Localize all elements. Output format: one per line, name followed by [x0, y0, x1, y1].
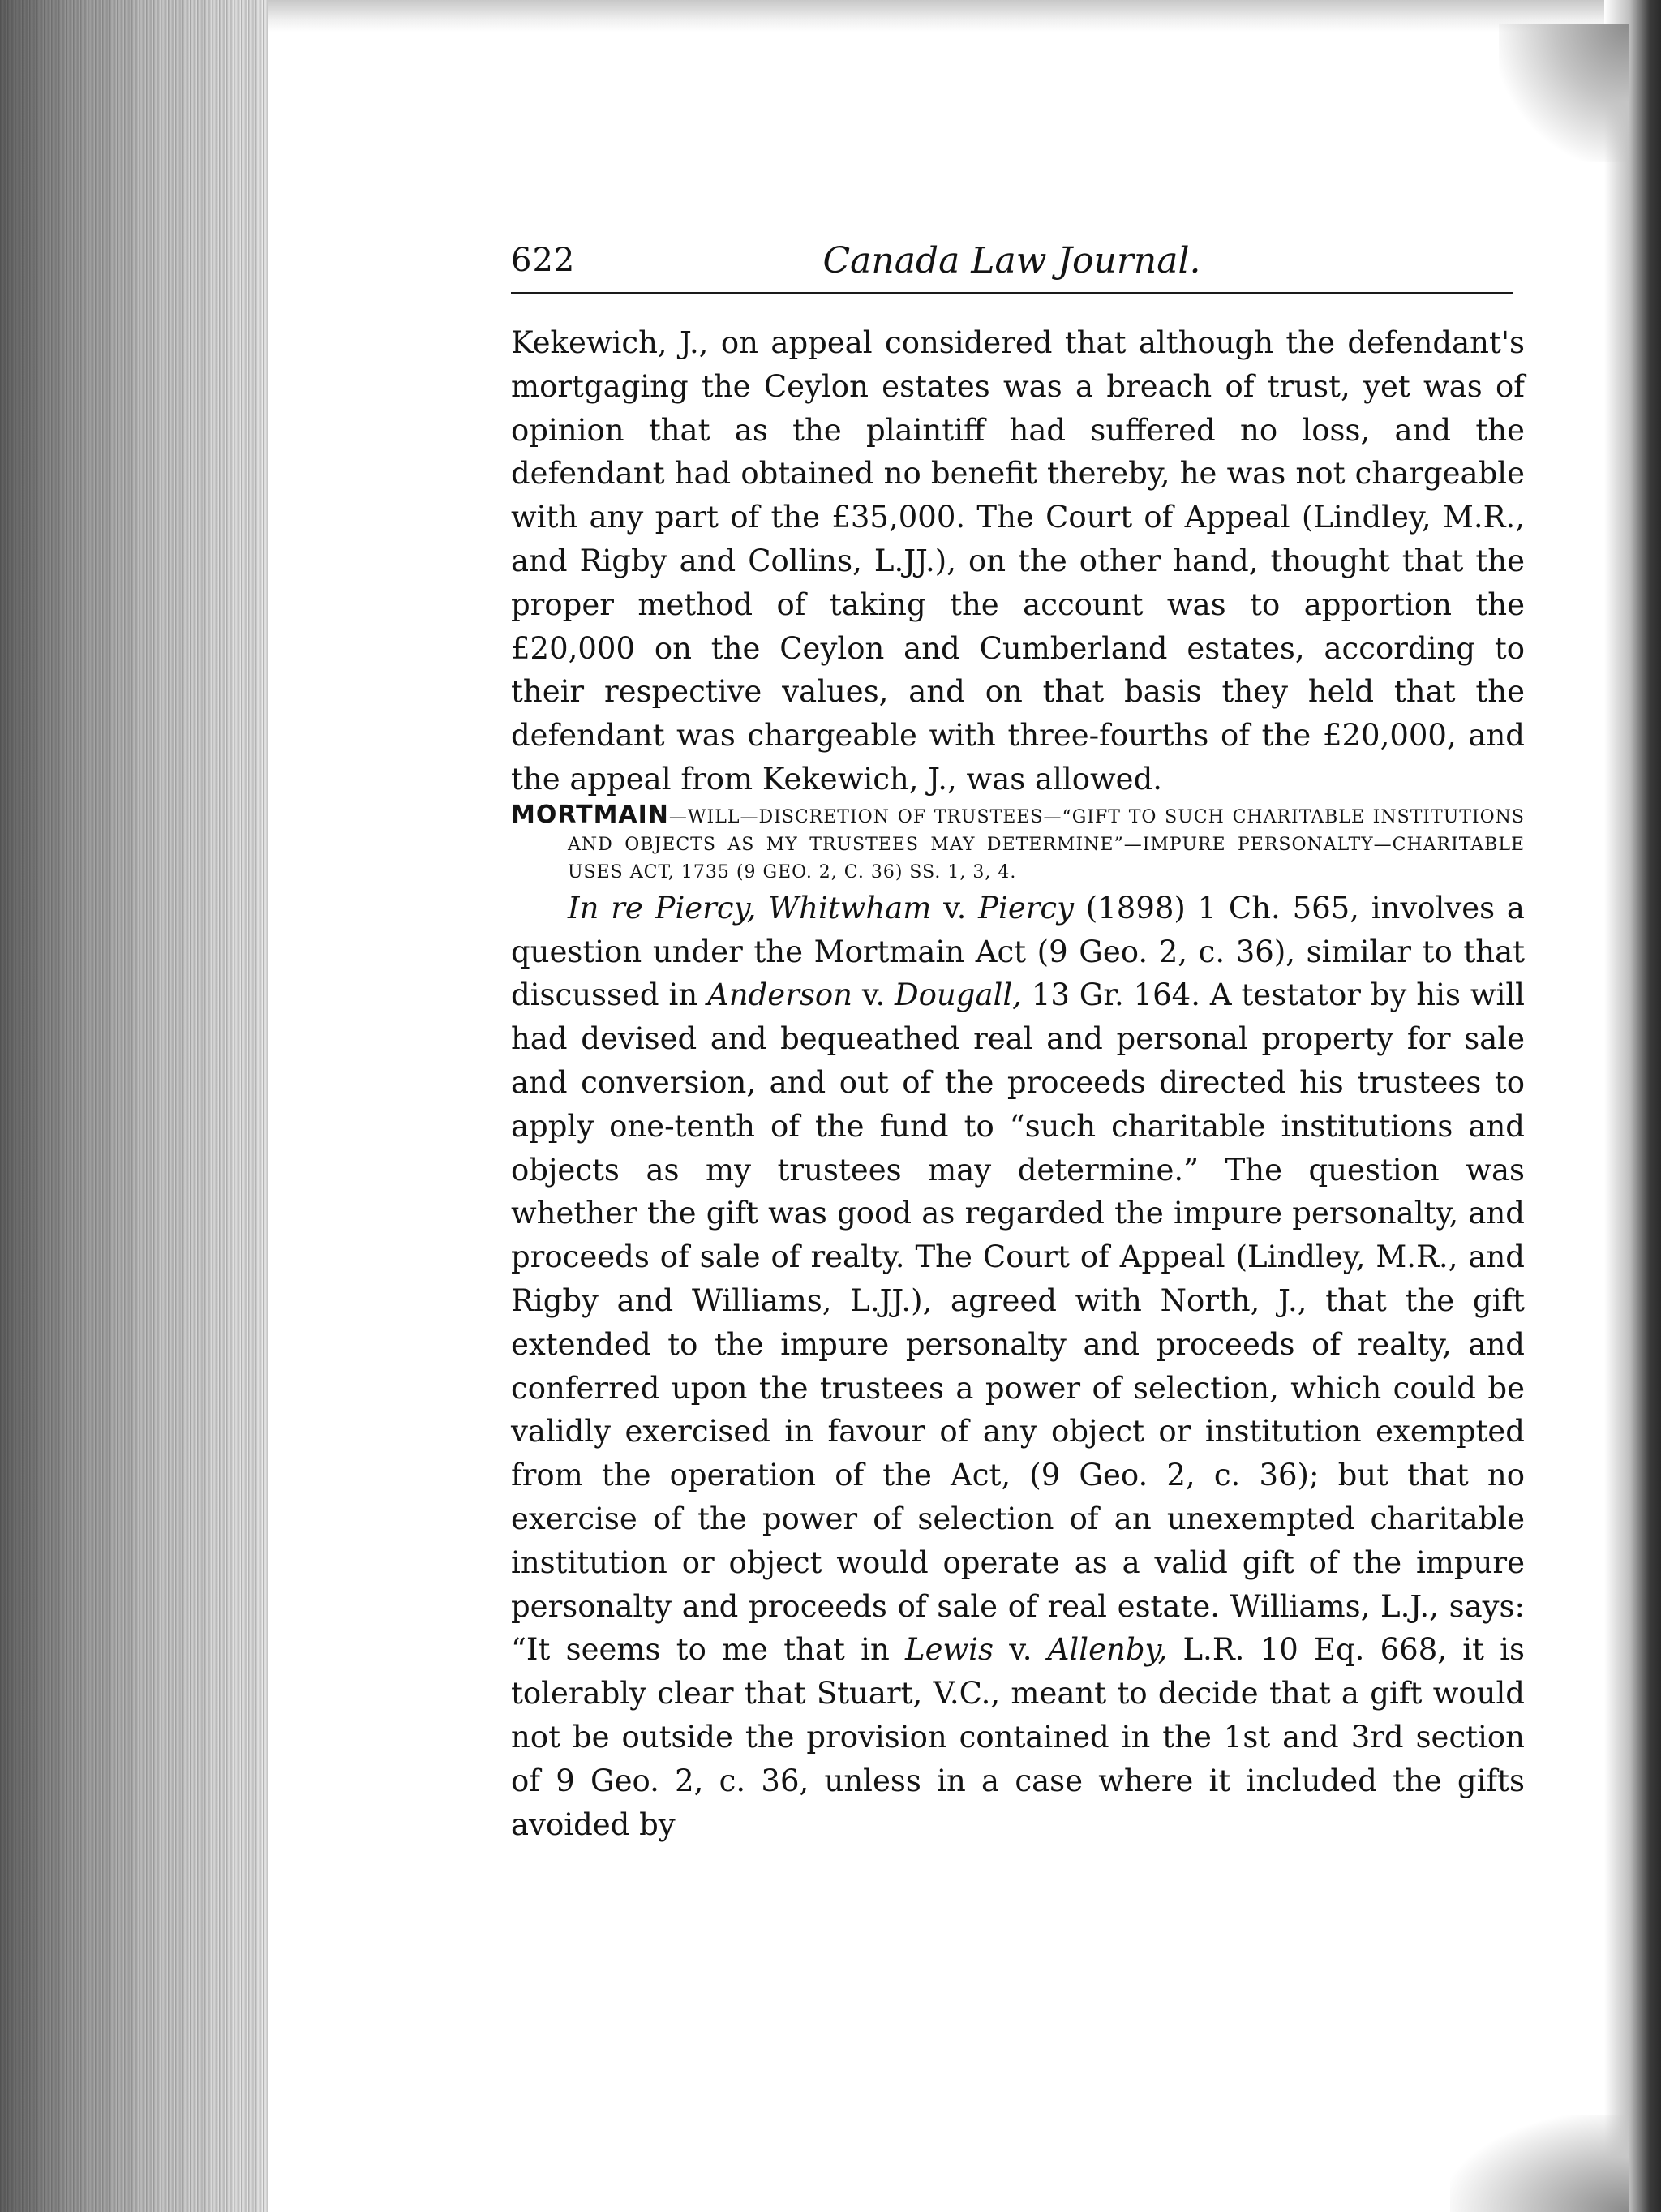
case-name-allenby: Allenby, [1047, 1632, 1168, 1668]
paragraph-text: L.R. 10 Eq. 668, it is tolerably clear that Stuart, V.C., meant to decide that a gift would not be outside the provision contained in the 1st and 3rd section of 9 Geo. 2, c. 36, unless in a case where it included the gifts avoided by [511, 1632, 1525, 1842]
case-name-anderson: Anderson [707, 977, 852, 1013]
case-name-dougall: Dougall, [894, 977, 1022, 1013]
section-heading-topics: —WILL—DISCRETION OF TRUSTEES—“GIFT TO SUCH CHARITABLE INSTITUTIONS AND OBJECTS AS MY TRUSTEES MAY DETERMINE”—IMPURE PERSONALTY—CHARITABLE USES ACT, 1735 (9 GEO. 2, C. 36) SS. 1, 3, 4. [568, 806, 1525, 883]
paragraph-text: 13 Gr. 164. A testator by his will had devised and bequeathed real and personal property for sale and conversion, and out of the proceeds directed his trustees to apply one-tenth of the fund to “such charitable institutions and objects as my trustees may determine.” The question was whether the gift was good as regarded the impure personalty, and proceeds of sale of realty. The Court of Appeal (Lindley, M.R., and Rigby and Williams, L.JJ.), agreed with North, J., that the gift extended to the impure personalty and proceeds of realty, and conferred upon the trustees a power of selection, which could be validly exercised in favour of any object or institution exempted from the operation of the Act, (9 Geo. 2, c. 36); but that no exercise of the power of selection of an unexempted charitable institution or object would operate as a valid gift of the impure personalty and proceeds of sale of real estate. Williams, L.J., says: “It seems to me that in [511, 977, 1525, 1668]
scan-shadow-top [268, 0, 1661, 32]
versus: v. [852, 977, 895, 1013]
section-heading-keyword: MORTMAIN [511, 800, 669, 829]
versus: v. [993, 1632, 1048, 1668]
page-body [511, 321, 1525, 1846]
paragraph-kekewich: Kekewich, J., on appeal considered that although the defendant's mortgaging the Ceylon estates was a breach of trust, yet was of opinion that as the plaintiff had suffered no loss, and the defendant had obtained no benefit thereby, he was not chargeable with any part of the £35,000. The Court of Appeal (Lindley, M.R., and Rigby and Collins, L.JJ.), on the other hand, thought that the proper method of taking the account was to apportion the £20,000 on the Ceylon and Cumberland estates, according to their respective values, and on that basis they held that the defendant was chargeable with three-fourths of the £20,000, and the appeal from Kekewich, J., was allowed. [511, 325, 1525, 797]
case-name-lewis: Lewis [905, 1632, 994, 1668]
scan-shadow-left [0, 0, 268, 2212]
scan-shadow-right [1604, 0, 1661, 2212]
scan-shadow-corner-bottom [1450, 2115, 1629, 2212]
paragraph-text: (1898) 1 Ch. 565, involves a question under the Mortmain Act (9 Geo. 2, c. 36), similar to that discussed in [511, 890, 1525, 1013]
section-heading-mortmain [511, 801, 1525, 887]
paragraph-piercy [511, 887, 1525, 1847]
running-header [511, 240, 1513, 294]
scan-shadow-corner-top [1499, 24, 1629, 162]
case-name-piercy: Piercy [978, 890, 1075, 926]
versus: v. [931, 890, 979, 926]
journal-title: Canada Law Journal. [822, 240, 1201, 281]
case-name-in-re-piercy: In re Piercy, Whitwham [568, 890, 932, 926]
page-number: 622 [511, 242, 576, 279]
